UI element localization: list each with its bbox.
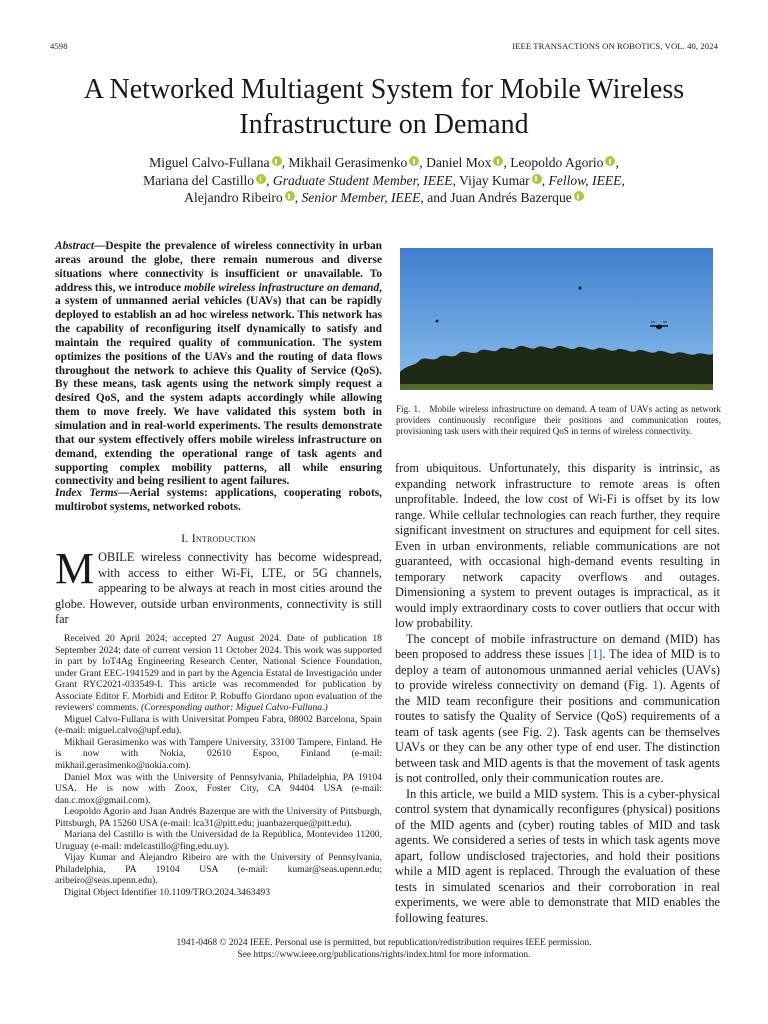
author-name: Vijay Kumar (459, 172, 530, 188)
uav-icon (510, 349, 513, 352)
author-name: Mariana del Castillo (143, 172, 255, 188)
running-head (50, 41, 718, 55)
footnote-affiliation: Leopoldo Agorio and Juan Andrés Bazerque are with the University of Pittsburgh, Pittsburgh, PA 15260 USA (e-mail: lca31@pitt.edu; juanbazerque@pitt.edu). (55, 806, 382, 829)
copyright-line: 1941-0468 © 2024 IEEE. Personal use is permitted, but republication/redistribution requires IEEE permission. (176, 938, 592, 948)
author-name: Daniel Mox (426, 155, 492, 170)
rights-url-line[interactable]: See https://www.ieee.org/publications/rights/index.html for more information. (237, 949, 531, 960)
footnotes (55, 633, 382, 899)
author-name: Miguel Calvo-Fullana (149, 155, 270, 170)
figure-ref-link[interactable]: 1 (652, 678, 659, 692)
uav-sky-photo (400, 248, 713, 390)
author-list: Miguel Calvo-Fullana , Mikhail Gerasimenko , Daniel Mox , Leopoldo Agorio , Mariana del Castillo , Graduate Student Member, IEEE, Vijay Kumar , Fellow, IEEE, Alejandro Ribeiro , Senior Member, IEEE, and Juan Andrés Bazerque (143, 155, 625, 205)
body-text: . The idea of MID is to deploy a team of autonomous unmanned aerial vehicles (UAVs) to provide wireless connectivity on demand (Fig. (395, 647, 721, 692)
index-terms (55, 487, 382, 515)
abstract-emphasis: mobile wireless infrastructure on demand (183, 281, 380, 294)
orcid-icon[interactable] (409, 156, 419, 166)
paper-title: A Networked Multiagent System for Mobile Wireless Infrastructure on Demand (83, 74, 685, 140)
copyright-notice (60, 938, 708, 961)
footnote-doi: Digital Object Identifier 10.1109/TRO.2024.3463493 (64, 887, 271, 899)
journal-name: IEEE TRANSACTIONS ON ROBOTICS, VOL. 40, 2024 (512, 41, 718, 51)
abstract-text: Despite the prevalence of wireless connectivity in urban areas around the globe, there remain numerous and diverse situations where connectivity is insufficient or unavailable. To address this, we introduce (55, 240, 382, 294)
body-text: The concept of mobile infrastructure on demand (MID) has been proposed to address these issues (395, 631, 720, 661)
body-paragraph: from ubiquitous. Unfortunately, this disparity is intrinsic, as expanding network infrastructure to remote areas is often unprofitable. Indeed, the low cost of Wi-Fi is offset by its low range. While cellular technologies can reach further, they require significant investment on structures and equipment for cell sites. Even in urban environments, reliable communications are not guaranteed, with occasional high-demand events resulting in temporary network capacity overflows and outages. Dimensioning a system to prevent outages is impractical, as it would imply extraordinary costs to cover outliers that occur with low probability. (395, 461, 720, 630)
citation-link[interactable]: [1] (587, 647, 603, 661)
figure-1-photo (400, 248, 713, 390)
orcid-icon[interactable] (574, 191, 584, 201)
uav-icon (579, 287, 582, 290)
orcid-icon[interactable] (493, 156, 503, 166)
figure-caption-text: Mobile wireless infrastructure on demand. A team of UAVs acting as network providers continuously reconfigure their positions and communication routes, provisioning task users with their required QoS in terms of wireless connectivity. (396, 404, 721, 437)
orcid-icon[interactable] (532, 174, 542, 184)
author-name: Leopoldo Agorio (510, 155, 604, 170)
body-paragraph (395, 632, 720, 787)
orcid-icon[interactable] (605, 156, 615, 166)
figure-ref-link[interactable]: 2 (546, 724, 553, 739)
section-heading (55, 531, 382, 546)
section-title: Introduction (191, 531, 256, 545)
ground (400, 384, 713, 390)
footnote-text: Received 20 April 2024; accepted 27 August 2024. Date of publication 18 September 2024; date of current version 11 October 2024. This work was supported in part by IoT4Ag Engineering Research Center, National Science Foundation, under Grant EEC-1941529 and in part by the Agencia Estatal de Investigación under Grant RYC2021-033549-I. This article was recommended for publication by Associate Editor F. Morbidi and Editor P. Robuffo Giordano upon evaluation of the reviewers' comments. (55, 633, 382, 714)
footnote-affiliation: Mariana del Castillo is with the Universidad de la República, Montevideo 11200, Uruguay (e-mail: mdelcastillo@fing.edu.uy). (55, 829, 382, 852)
uav-icon (436, 320, 439, 323)
intro-small-caps: OBILE (98, 550, 135, 564)
figure-1-caption (396, 404, 721, 437)
body-text: ). Task agents can be themselves UAVs or they can be any other type of end user. The distinction between task and MID agents is that the movement of task agents is not controlled, only their communication routes are. (395, 724, 720, 785)
footnote-affiliation: Mikhail Gerasimenko was with Tampere University, 33100 Tampere, Finland. He is now with Nokia, 02610 Espoo, Finland (e-mail: mikhail.gerasimenko@nokia.com). (55, 736, 382, 772)
orcid-icon[interactable] (272, 156, 282, 166)
intro-text: wireless connectivity has become widespread, with access to either Wi-Fi, LTE, or 5G channels, appearing to be always at reach in most cities around the globe. However, outside urban environments, connectivity is still far (55, 550, 382, 627)
footnote-received (55, 633, 382, 714)
abstract-label: Abstract— (55, 240, 106, 252)
figure-label: Fig. 1. (396, 404, 421, 414)
author-membership: Graduate Student Member, IEEE (272, 172, 453, 188)
body-text: ). Agents of the MID team reconfigure their positions and communication routes to satisfy the Quality of Service (QoS) requirements of a team of task agents (see Fig. (395, 678, 720, 739)
page-number: 4598 (50, 41, 68, 51)
footnote-affiliation: Miguel Calvo-Fullana is with Universitat Pompeu Fabra, 08002 Barcelona, Spain (e-mail: miguel.calvo@upf.edu). (55, 713, 382, 737)
abstract (55, 240, 382, 489)
author-name: Mikhail Gerasimenko (288, 155, 408, 170)
orcid-icon[interactable] (285, 191, 295, 201)
author-name: Alejandro Ribeiro (184, 190, 283, 205)
author-membership: Senior Member, IEEE (301, 190, 421, 205)
index-terms-label: Index Terms (55, 487, 118, 499)
footnote-affiliation: Vijay Kumar and Alejandro Ribeiro are with the University of Pennsylvania, Philadelphia, PA 19104 USA (e-mail: kumar@seas.upenn.edu; aribeiro@seas.upenn.edu). (55, 852, 382, 887)
body-paragraph: In this article, we build a MID system. This is a cyber-physical control system that dynamically reconfigures (physical) positions of the MID agents and (cyber) routing tables of MID and task agents. We considered a series of tests in which task agents move apart, follow undisclosed trajectories, and hold their positions while a MID agent is replaced. Through the evaluation of these tests in simulated scenarios and their corroboration in real experiments, we were able to demonstrate that MID enables the following features. (395, 786, 720, 925)
footnote-corresponding: (Corresponding author: Miguel Calvo-Fullana.) (140, 702, 328, 714)
section-number: I. (181, 531, 189, 545)
intro-paragraph (55, 544, 382, 628)
author-membership: Fellow, IEEE (548, 172, 622, 188)
orcid-icon[interactable] (256, 174, 266, 184)
right-column-body (395, 461, 720, 926)
drop-cap: M (55, 544, 95, 593)
author-name: Juan Andrés Bazerque (450, 190, 572, 205)
abstract-text: , a system of unmanned aerial vehicles (UAVs) that can be rapidly deployed to establish an ad hoc wireless network. This network has the capability of reconfiguring itself dynamically to satisfy and maintain the required quality of communication. The system optimizes the positions of the UAVs and the routing of data flows throughout the network to achieve this Quality of Service (QoS). By these means, task agents using the network simply request a desired QoS, and the system adapts accordingly while allowing them to move freely. We have validated this system both in simulation and in real-world experiments. The results demonstrate that our system effectively offers mobile wireless infrastructure on demand, extending the operational range of task agents and supporting complex mobility patterns, all while ensuring connectivity and being resilient to agent failures. (55, 281, 382, 488)
index-terms-text: —Aerial systems: applications, cooperating robots, multirobot systems, networked robots. (55, 487, 382, 513)
footnote-affiliation: Daniel Mox was with the University of Pennsylvania, Philadelphia, PA 19104 USA. He is now with Zoox, Foster City, CA 94404 USA (e-mail: dan.c.mox@gmail.com). (55, 771, 382, 806)
